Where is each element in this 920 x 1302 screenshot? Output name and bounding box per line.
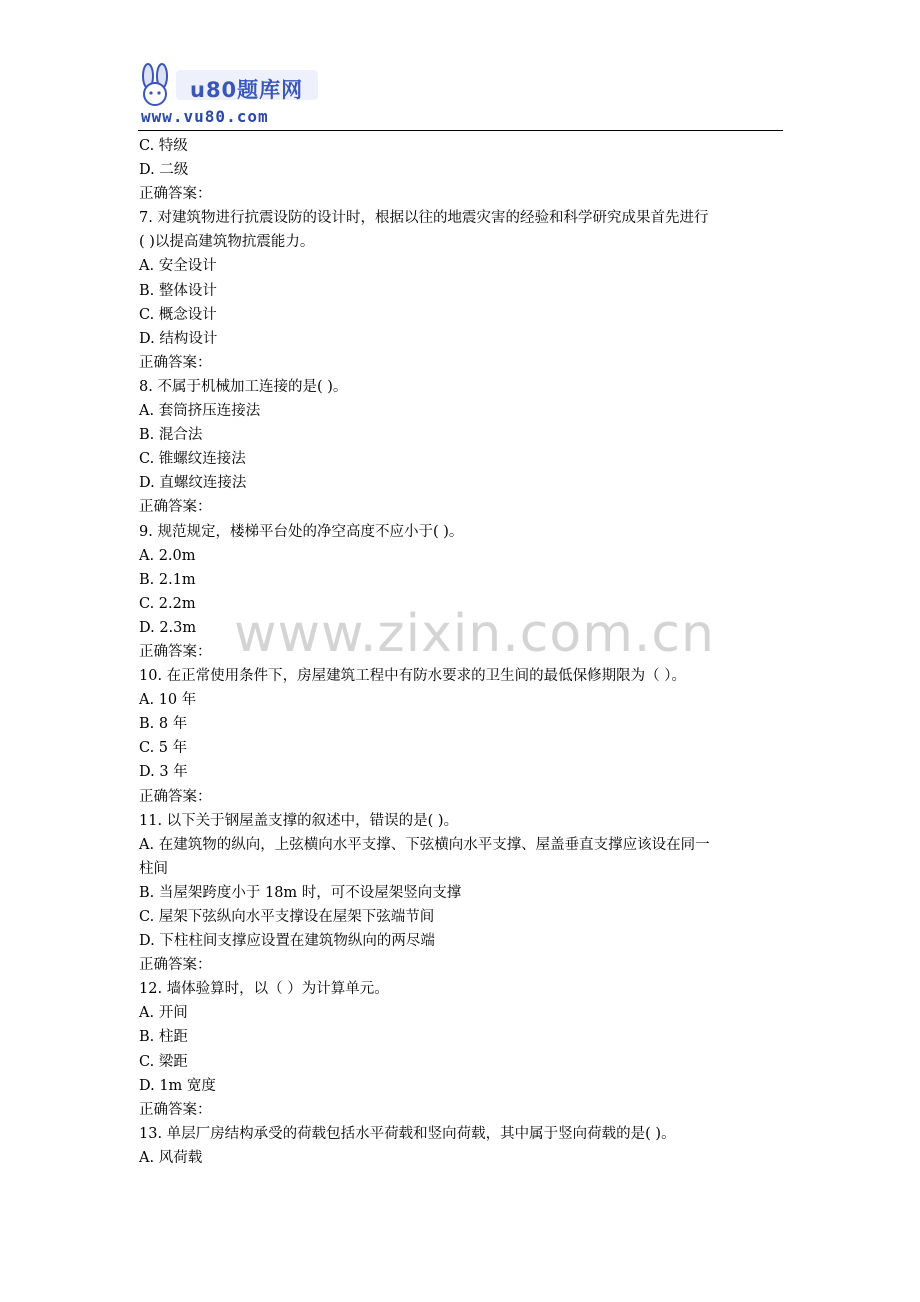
text-line: B. 8 年 [139, 716, 188, 733]
question-list [139, 134, 784, 1170]
text-line: D. 二级 [139, 162, 189, 179]
text-line: 正确答案： [139, 1101, 212, 1118]
text-line: A. 在建筑物的纵向，上弦横向水平支撑、下弦横向水平支撑、屋盖垂直支撑应该设在同一 [139, 836, 710, 853]
text-line: B. 当屋架跨度小于 18m 时，可不设屋架竖向支撑 [139, 884, 462, 901]
watermark: www.zixin.com.cn [234, 604, 715, 664]
text-line: 8. 不属于机械加工连接的是( )。 [139, 378, 348, 395]
text-line: C. 概念设计 [139, 306, 217, 323]
text-line: D. 1m 宽度 [139, 1077, 216, 1094]
text-line: 正确答案： [139, 643, 212, 660]
text-line: C. 锥螺纹连接法 [139, 451, 246, 468]
text-line: A. 风荷载 [139, 1149, 203, 1166]
text-line: D. 3 年 [139, 764, 188, 781]
text-line: C. 特级 [139, 138, 188, 154]
text-line: D. 直螺纹连接法 [139, 475, 247, 492]
text-line: C. 5 年 [139, 740, 188, 757]
text-line: 正确答案： [139, 957, 212, 974]
text-line: 10. 在正常使用条件下，房屋建筑工程中有防水要求的卫生间的最低保修期限为（ ）。 [139, 668, 687, 685]
text-line: A. 套筒挤压连接法 [139, 403, 261, 420]
text-line: A. 10 年 [139, 692, 197, 709]
text-line: D. 结构设计 [139, 330, 218, 347]
header-divider [138, 130, 783, 131]
text-line: A. 安全设计 [139, 258, 217, 275]
text-line: 12. 墙体验算时，以（ ）为计算单元。 [139, 981, 389, 998]
text-line: A. 开间 [139, 1005, 188, 1022]
text-line: B. 2.1m [139, 571, 196, 588]
text-line: A. 2.0m [139, 547, 196, 564]
text-line: ( )以提高建筑物抗震能力。 [139, 234, 315, 251]
text-line: B. 整体设计 [139, 282, 217, 299]
text-line: D. 2.3m [139, 619, 197, 636]
text-line: 7. 对建筑物进行抗震设防的设计时，根据以往的地震灾害的经验和科学研究成果首先进行 [139, 210, 709, 227]
text-line: 13. 单层厂房结构承受的荷载包括水平荷载和竖向荷载，其中属于竖向荷载的是( )。 [139, 1125, 676, 1142]
text-line: 正确答案： [139, 499, 212, 516]
text-line: C. 2.2m [139, 595, 196, 612]
text-line: B. 柱距 [139, 1029, 188, 1046]
text-line: 正确答案： [139, 788, 212, 805]
text-line: B. 混合法 [139, 427, 203, 444]
text-line: 9. 规范规定，楼梯平台处的净空高度不应小于( )。 [139, 523, 464, 540]
logo-url: www.vu80.com [141, 107, 269, 126]
text-line: 柱间 [139, 860, 168, 877]
text-line: 正确答案： [139, 354, 212, 371]
text-line: C. 屋架下弦纵向水平支撑设在屋架下弦端节间 [139, 909, 435, 925]
text-line: 11. 以下关于钢屋盖支撑的叙述中，错误的是( )。 [139, 812, 459, 829]
text-line: C. 梁距 [139, 1053, 188, 1070]
text-line: 正确答案： [139, 186, 212, 203]
logo-title: u80题库网 [190, 78, 304, 102]
text-line: D. 下柱柱间支撑应设置在建筑物纵向的两尽端 [139, 933, 435, 950]
